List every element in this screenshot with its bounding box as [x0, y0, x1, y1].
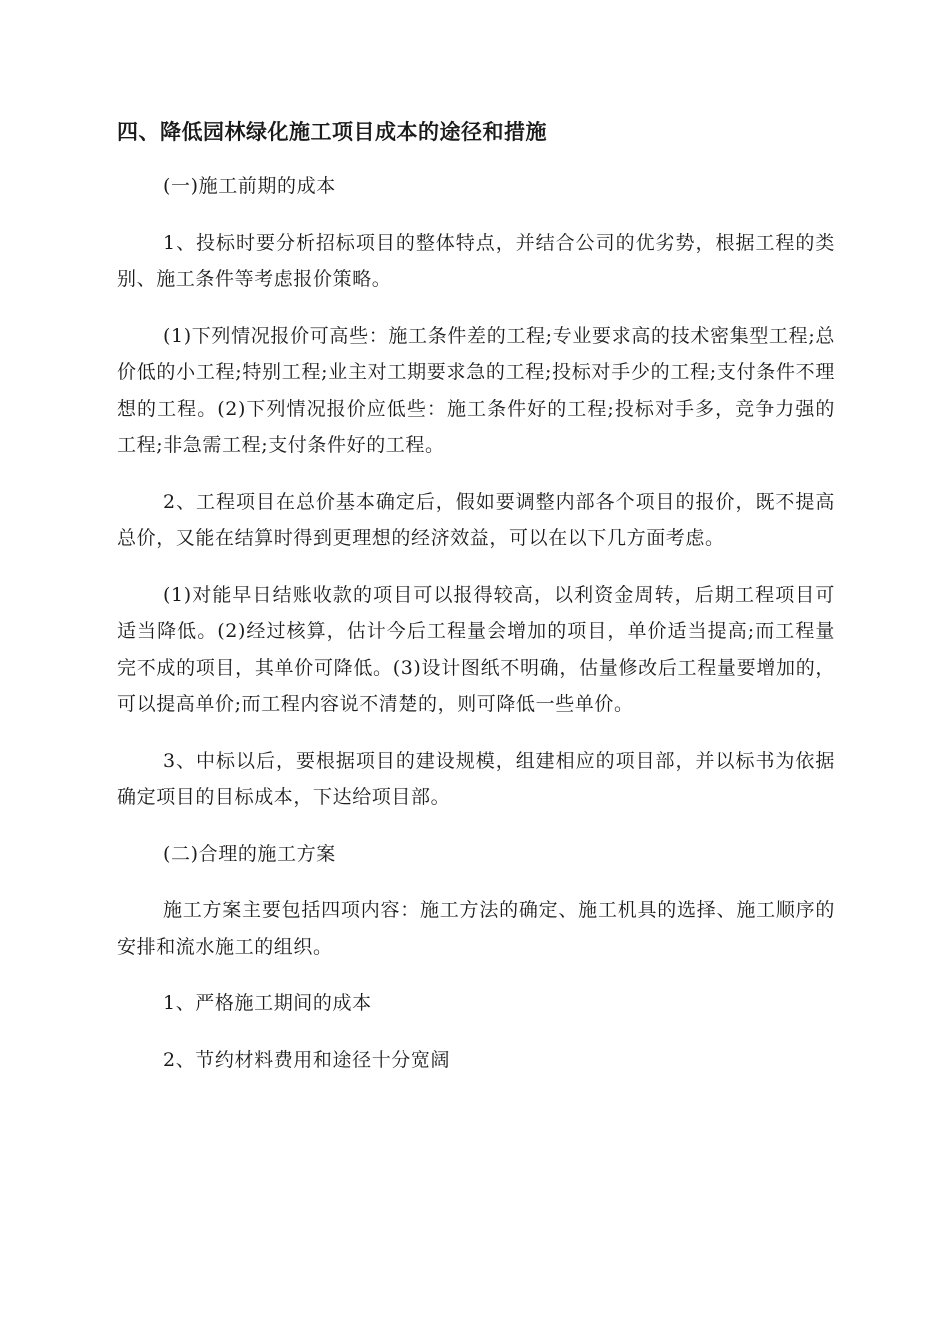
list-item-strict-cost-control: 1、严格施工期间的成本 [163, 992, 372, 1014]
subsection-title-construction-plan: (二)合理的施工方案 [163, 842, 336, 865]
document-body [117, 116, 835, 1098]
paragraph-after-winning-bid: 3、中标以后，要根据项目的建设规模，组建相应的项目部，并以标书为依据确定项目的目标成本，下达给项目部。 [117, 749, 835, 808]
section-heading: 四、降低园林绿化施工项目成本的途径和措施 [117, 120, 547, 144]
paragraph-adjustment-details: (1)对能早日结账收款的项目可以报得较高，以利资金周转，后期工程项目可适当降低。(2)经过核算，估计今后工程量会增加的项目，单价适当提高;而工程量完不成的项目，其单价可降低。(3)设计图纸不明确，估量修改后工程量要增加的，可以提高单价;而工程内容说不清楚的，则可降低一些单价。 [117, 583, 835, 715]
list-item-material-savings: 2、节约材料费用和途径十分宽阔 [163, 1048, 451, 1071]
paragraph-bidding-strategy: 1、投标时要分析招标项目的整体特点，并结合公司的优劣势，根据工程的类别、施工条件等考虑报价策略。 [117, 231, 835, 290]
paragraph-plan-contents: 施工方案主要包括四项内容：施工方法的确定、施工机具的选择、施工顺序的安排和流水施工的组织。 [117, 899, 835, 958]
paragraph-price-adjustment: 2、工程项目在总价基本确定后，假如要调整内部各个项目的报价，既不提高总价，又能在结算时得到更理想的经济效益，可以在以下几方面考虑。 [117, 490, 835, 549]
paragraph-pricing-conditions: (1)下列情况报价可高些：施工条件差的工程;专业要求高的技术密集型工程;总价低的小工程;特别工程;业主对工期要求急的工程;投标对手少的工程;支付条件不理想的工程。(2)下列情况报价应低些：施工条件好的工程;投标对手多，竞争力强的工程;非急需工程;支付条件好的工程。 [117, 324, 835, 456]
subsection-title-pre-construction-cost: (一)施工前期的成本 [163, 175, 336, 197]
